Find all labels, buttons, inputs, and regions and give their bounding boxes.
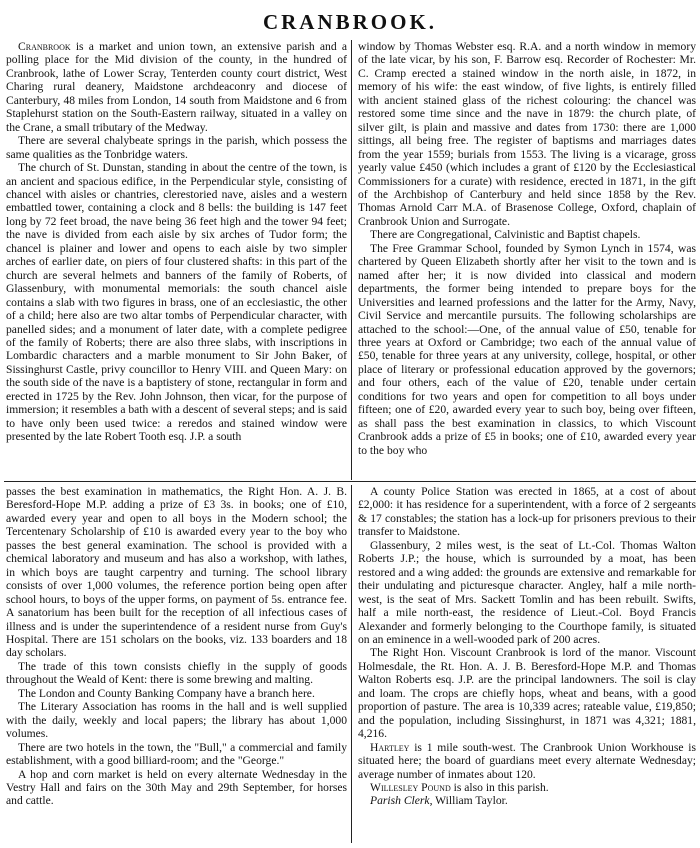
paragraph [6,485,347,660]
paragraph-text: The trade of this town consists chiefly in the supply of goods throughout the Weald of Kent: there is some brewing and malting. [6,659,347,687]
paragraph-text: The London and County Banking Company have a branch here. [18,686,315,700]
paragraph-text: Glassenbury, 2 miles west, is the seat of Lt.-Col. Thomas Walton Roberts J.P.; the house, which is surrounded by a moat, has been restored and a wing added: the grounds are extensive and remarkable for their undulating and picturesque character. Angley, half a mile north-west, is the seat of Mrs. Sackett Tomlin and has been rebuilt. Swifts, half a mile north-east, the residence of Lieut.-Col. Boyd Francis Alexander and formerly belonging to the Courthope family, is situated on an eminence in a well-wooded park of 200 acres. [358,538,696,646]
column-divider-bottom [351,485,352,843]
place-name: Cranbrook [18,40,71,53]
column-bottom-left [6,485,347,843]
place-name: Willesley Pound [370,780,451,794]
section-divider [4,481,696,482]
paragraph [6,687,347,700]
paragraph-text: There are Congregational, Calvinistic and Baptist chapels. [370,228,641,242]
paragraph-text: window by Thomas Webster esq. R.A. and a north window in memory of the late vicar, by his son, F. Barrow esq. Recorder of Rochester: Mr. C. Cramp erected a stained window in the north aisle, in 1872, in memory of his wife: the east window, of five lights, is entirely filled with ancient stained glass of the richest colouring: the chancel was restored some time since and the nave in 1879: the church plate, of silver gilt, is plain and massive and dates from 1730: there are 1,000 sittings, all being free. The register of baptisms and marriages dates from the year 1559; burials from 1553. The living is a vicarage, gross yearly value £450 (which includes a grant of £120 by the Ecclesiastical Commissioners for a curate) with residence, erected in 1871, in the gift of the Archbishop of Canterbury and held since 1858 by the Rev. Thomas Arnold Carr M.A. of Brasenose College, Oxford, chaplain of Cranbrook Union and Surrogate. [358,40,696,228]
column-top-right [358,40,696,480]
paragraph-text: There are two hotels in the town, the "Bull," a commercial and family establishment, with a good billiard-room; and the "George." [6,740,347,768]
role-label: Parish Clerk, [370,794,433,808]
paragraph [358,741,696,781]
paragraph [6,40,347,134]
paragraph [6,134,347,161]
column-top-left [6,40,347,480]
paragraph [6,768,347,808]
paragraph [358,794,696,807]
column-bottom-right [358,485,696,843]
paragraph [358,242,696,457]
paragraph [358,539,696,647]
paragraph [6,660,347,687]
column-divider-top [351,40,352,480]
paragraph-text: passes the best examination in mathematics, the Right Hon. A. J. B. Beresford-Hope M.P. adding a prize of £3 3s. in books; one of £10, awarded every year and open to all boys in the Modern school; the Tercentenary Scholarship of £10 is awarded every year to the boy who passes the best general examination. The school is provided with a chemical laboratory and museum and has also a workshop, with lathes, in which boys are taught carpentry and turning. The school library consists of over 1,000 volumes, the reference portion being open after school hours, to boys of the upper forms, on payment of 5s. entrance fee. A sanatorium has been built for the reception of all infectious cases of illness and is under the superintendence of a resident nurse from Guy's Hospital. There are 151 scholars on the books, viz. 133 boarders and 18 day scholars. [6,485,347,660]
paragraph [358,781,696,794]
paragraph [6,741,347,768]
paragraph [358,40,696,228]
place-name: Hartley [370,740,410,754]
paragraph-text: A hop and corn market is held on every alternate Wednesday in the Vestry Hall and fairs on the 30th May and 29th September, for horses and cattle. [6,767,347,808]
paragraph-text: is a market and union town, an extensive parish and a polling place for the Mid division of the county, in the hundred of Cranbrook, lathe of Lower Scray, Tenterden county court district, West Charing rural deanery, Maidstone archdeaconry and diocese of Canterbury, 48 miles from London, 14 south from Maidstone and 6 from Staplehurst station on the South-Eastern railway, situated in a valley on the Crane, a small tributary of the Medway. [6,40,347,134]
paragraph-text: is 1 mile south-west. The Cranbrook Union Workhouse is situated here; the board of guardians meet every alternate Wednesday; average number of inmates about 120. [358,740,696,781]
paragraph-text: The Literary Association has rooms in the hall and is well supplied with the daily, weekly and local papers; the library has about 1,000 volumes. [6,700,347,741]
paragraph-text: A county Police Station was erected in 1865, at a cost of about £2,000: it has residence for a superintendent, with a force of 2 sergeants & 17 constables; the station has a lock-up for prisoners previous to their transfer to Maidstone. [358,485,696,539]
paragraph-text: There are several chalybeate springs in the parish, which possess the same qualities as the Tonbridge waters. [6,134,347,161]
paragraph-text: The Right Hon. Viscount Cranbrook is lord of the manor. Viscount Holmesdale, the Rt. Hon. A. J. B. Beresford-Hope M.P. and Thomas Walton Roberts esq. J.P. are the principal landowners. The soil is clay and loam. The crops are chiefly hops, wheat and beans, with a good proportion of pasture. The area is 10,339 acres; rateable value, £19,850; and the population, including Sissinghurst, in 1871 was 4,321; 1881, 4,216. [358,646,696,741]
paragraph [358,228,696,241]
paragraph [358,646,696,740]
paragraph-text: The church of St. Dunstan, standing in about the centre of the town, is an ancient and spacious edifice, in the Perpendicular style, consisting of chancel with aisles or chantries, clerestoried nave, aisles and a western embattled tower, containing a clock and 8 bells: the building is 147 feet long by 72 feet broad, the nave being 36 feet high and the tower 94 feet; the nave is divided from each aisle by six arches of Tudor form; the chancel is plainer and lower and opens to each aisle by two simpler arches of earlier date, on piers of four clustered shafts: in this part of the church are several helmets and banners of the family of Roberts, of Glassenbury, with monumental memorials: the south chancel aisle contains a slab with two figures in brass, one of an ecclesiastic, the other of a child; here also are two altar tombs of Perpendicular character, with panelled sides; and a monument of later date, with a complete pedigree of the family of Roberts; there are also three slabs, with inscriptions in Lombardic characters and a marble monument to Sir John Baker, of Sissinghurst Castle, privy councillor to Henry VIII. and Queen Mary: on the south side of the nave is a baptistery of stone, rectangular in form and erected in 1725 by the Rev. John Johnson, then vicar, for the purpose of immersion; it resembles a bath with a descent of several steps; and is said to have only been used twice: a reredos and stained window were presented by the late Robert Tooth esq. J.P. a south [6,161,347,444]
paragraph [6,161,347,444]
paragraph [358,485,696,539]
paragraph [6,700,347,740]
paragraph-text: is also in this parish. [450,780,549,794]
paragraph-text: The Free Grammar School, founded by Symon Lynch in 1574, was chartered by Queen Elizabeth shortly after her visit to the town and is named after her; it is now divided into classical and modern departments, the former being intended to prepare boys for the Universities and learned professions and the latter for the Army, Navy, Civil Service and mercantile pursuits. The following scholarships are attached to the school:—One, of the annual value of £50, tenable for three years at Oxford or Cambridge; two each of the annual value of £50, tenable for three years at any university, college, hospital, or other place of literary or professional education approved by the governors; and four others, each of the value of £20, tenable under certain conditions for two years and open for competition to all boys under fifteen; one of £20, awarded every year to such boy, being over fifteen, as shall pass the best examination in classics, to which Viscount Cranbrook adds a prize of £5 in books; one of £10, awarded every year to the boy who [358,241,696,457]
paragraph-text: William Taylor. [432,794,508,808]
page-title: CRANBROOK. [262,10,438,34]
